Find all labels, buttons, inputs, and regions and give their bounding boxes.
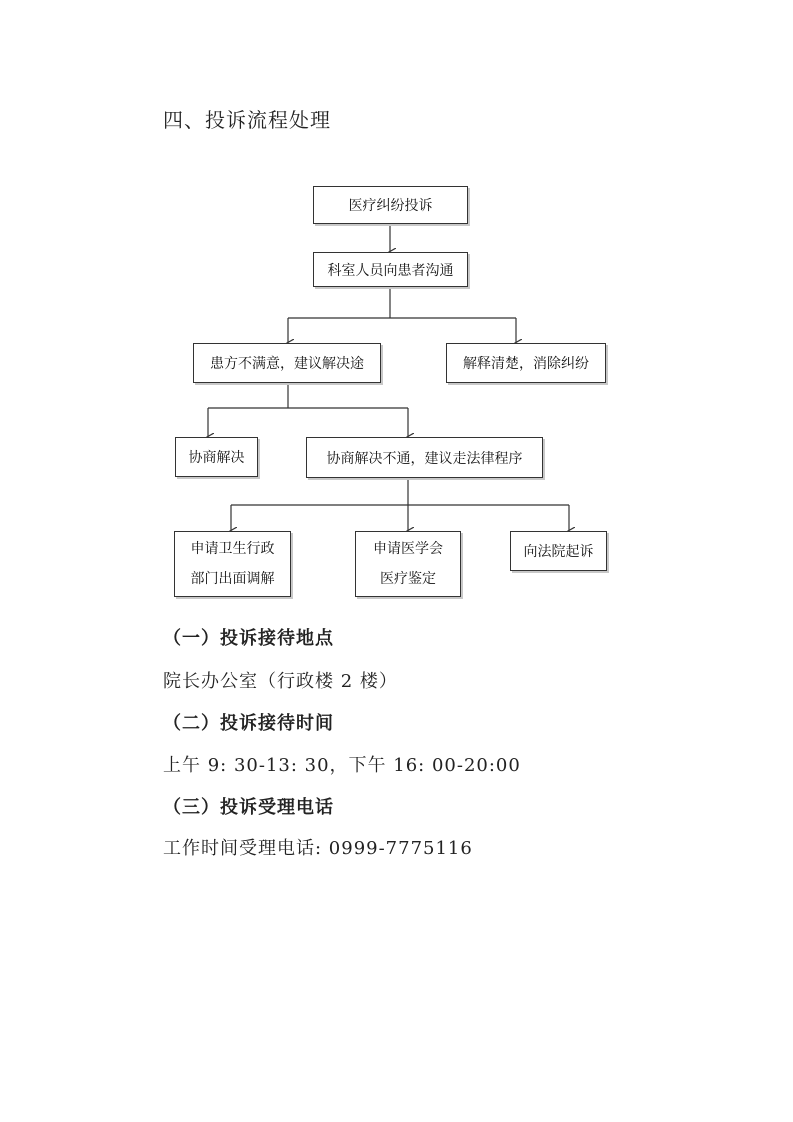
flow-box-resolved: 解释清楚，消除纠纷 — [446, 343, 606, 383]
hours-text: 上午 9: 30-13: 30，下午 16: 00-20:00 — [163, 755, 521, 776]
section-title: 四、投诉流程处理 — [163, 108, 331, 132]
phone-text: 工作时间受理电话: 0999-7775116 — [163, 838, 473, 859]
flow-box-appraisal — [355, 531, 461, 597]
flow-box-mediation — [174, 531, 291, 597]
appraisal-line-2: 医疗鉴定 — [380, 571, 436, 587]
mediation-line-1: 申请卫生行政 — [190, 541, 275, 557]
location-heading: （一）投诉接待地点 — [163, 628, 334, 649]
flow-box-court: 向法院起诉 — [510, 531, 607, 571]
phone-heading: （三）投诉受理电话 — [163, 797, 334, 818]
location-text: 院长办公室（行政楼 2 楼） — [163, 671, 398, 692]
flow-box-unsatisfied: 患方不满意，建议解决途 — [193, 343, 381, 383]
mediation-line-2: 部门出面调解 — [190, 571, 275, 587]
hours-heading: （二）投诉接待时间 — [163, 713, 334, 734]
appraisal-line-1: 申请医学会 — [373, 541, 443, 557]
flow-box-legal: 协商解决不通，建议走法律程序 — [306, 437, 543, 478]
flow-box-department-communication: 科室人员向患者沟通 — [313, 252, 468, 287]
flow-box-complaint: 医疗纠纷投诉 — [313, 186, 468, 224]
flow-box-negotiation: 协商解决 — [175, 437, 258, 477]
